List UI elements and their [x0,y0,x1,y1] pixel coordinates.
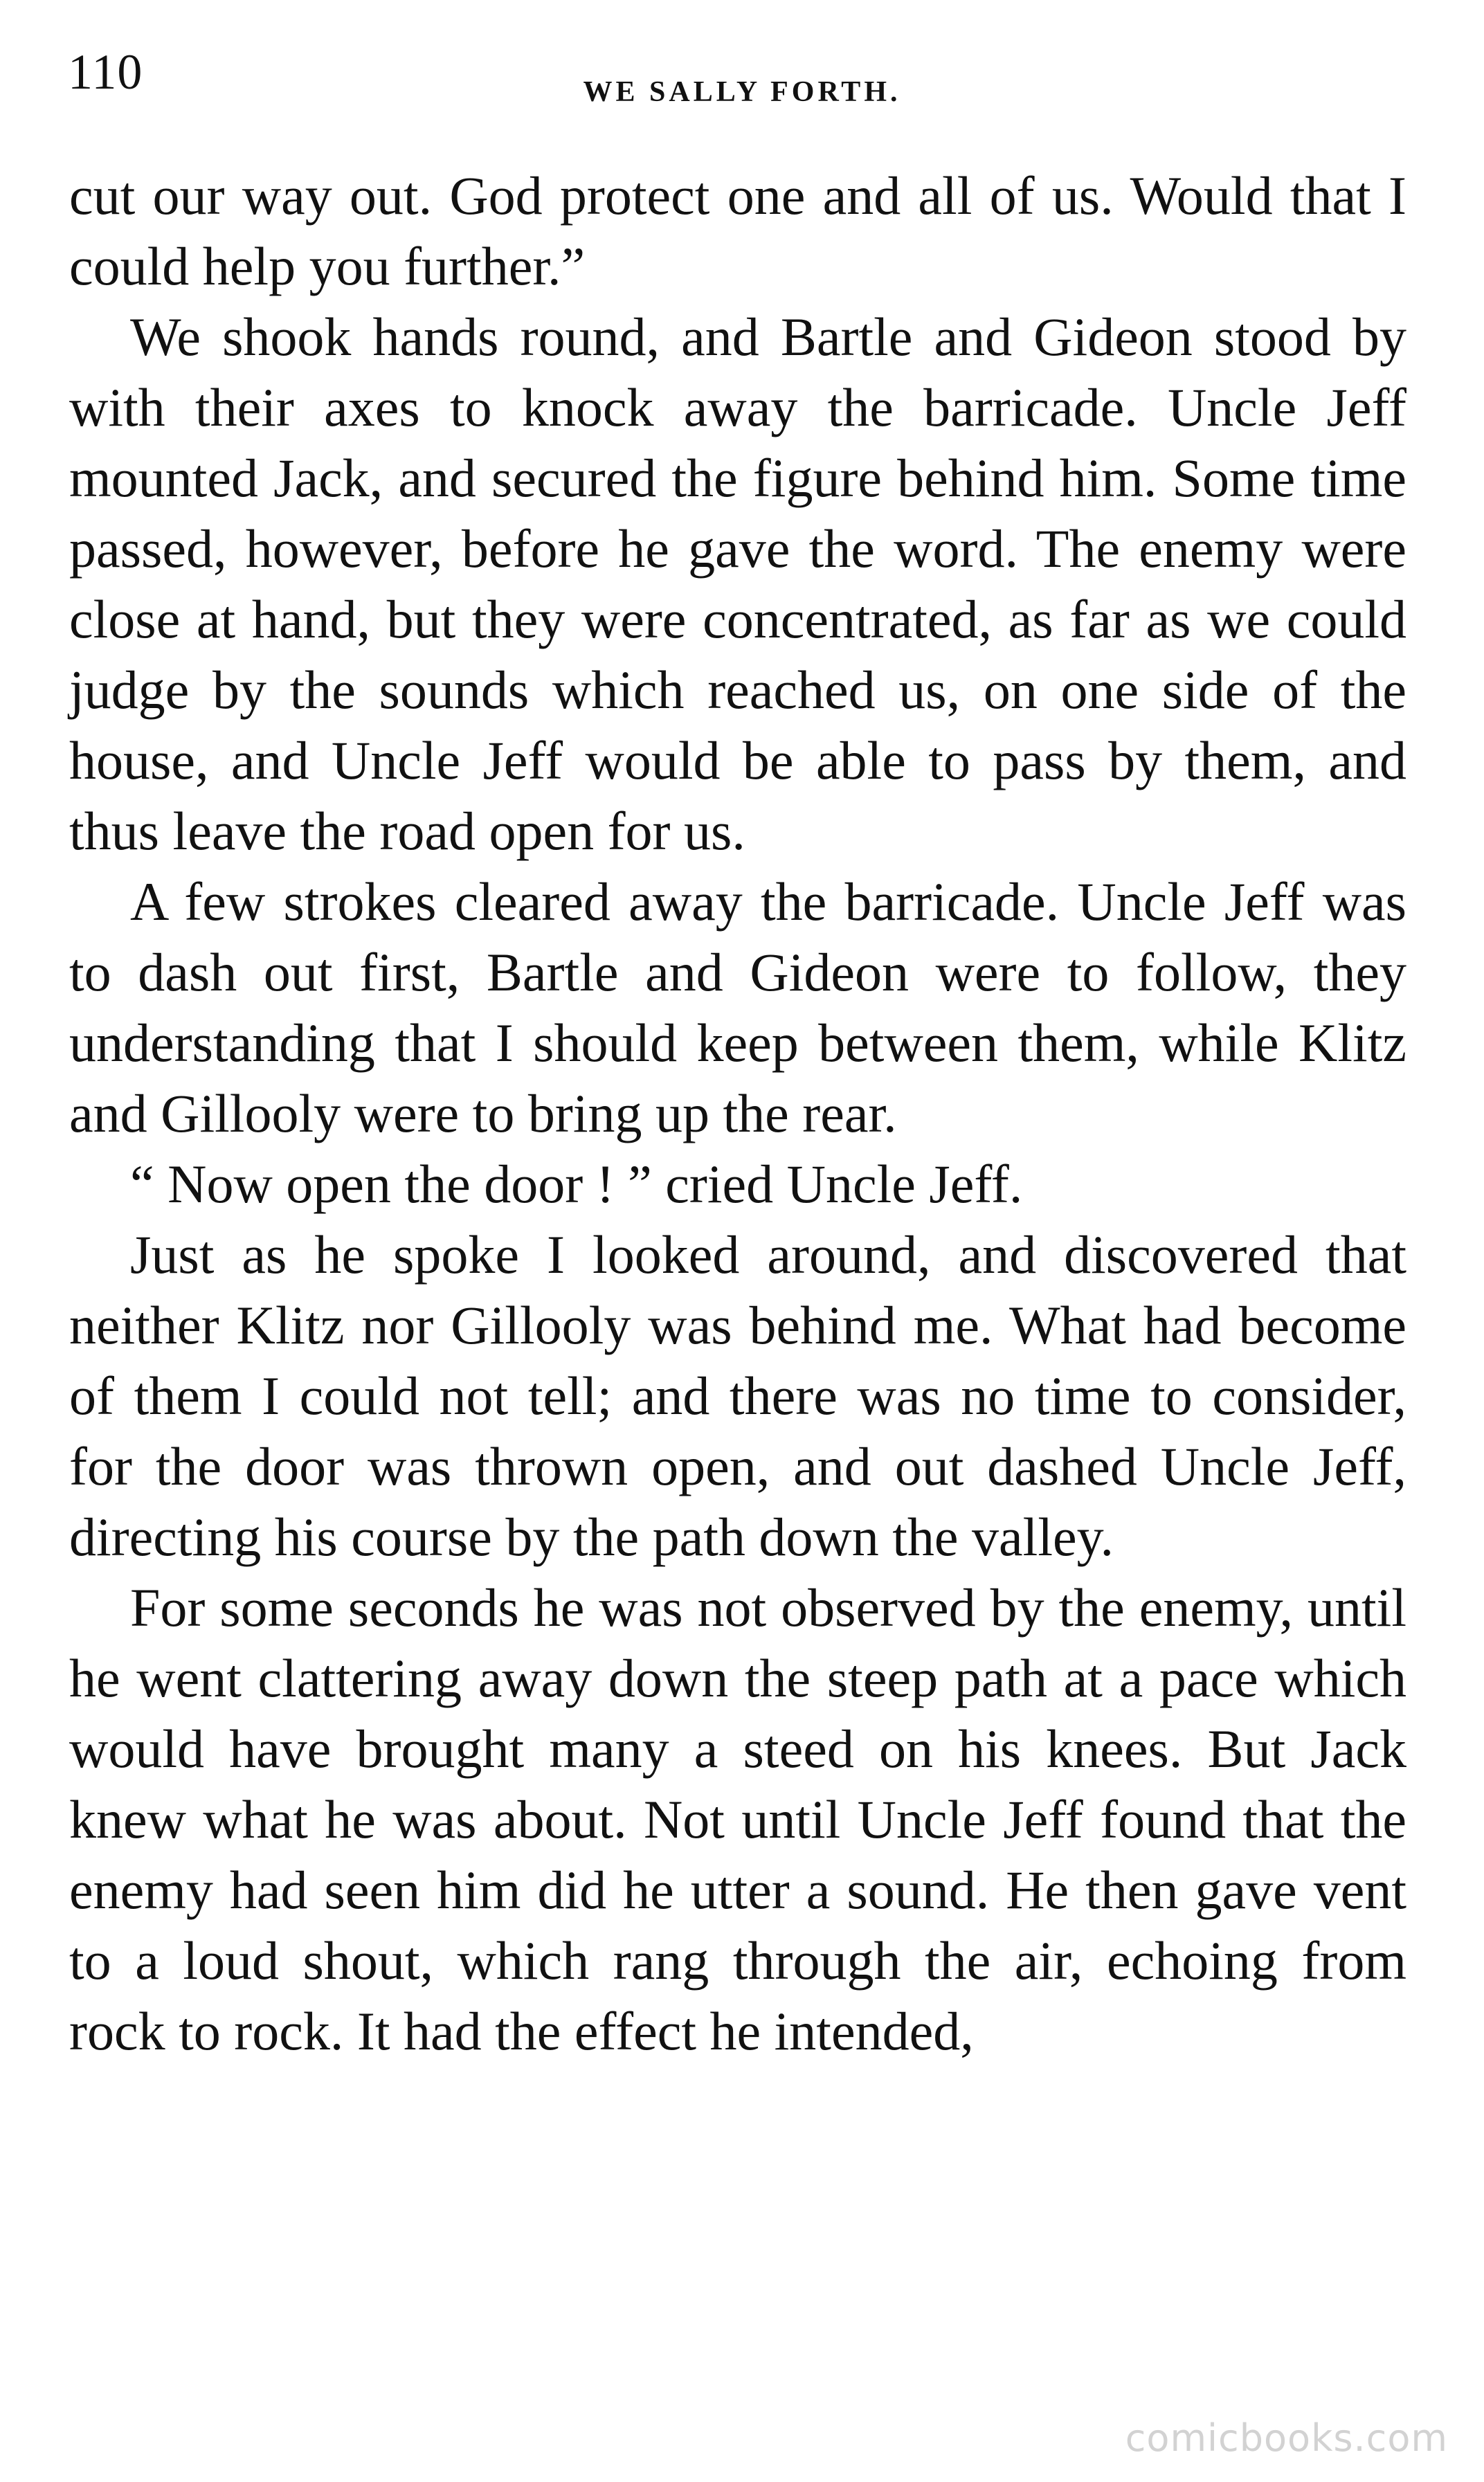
paragraph: “ Now open the door ! ” cried Uncle Jeff. [130,1154,1023,1214]
watermark: comicbooks.com [1125,2416,1448,2460]
body-text [69,161,1406,2067]
paragraph: A few strokes cleared away the barricade. Uncle Jeff was to dash out first, Bartle and Gideon were to follow, they understanding that I should keep between them, while Klitz and Gillooly were to bring up the rear. [69,871,1406,1143]
paragraph: Just as he spoke I looked around, and discovered that neither Klitz nor Gillooly was behind me. What had become of them I could not tell; and there was no time to consider, for the door was thrown open, and out dashed Uncle Jeff, directing his course by the path down the valley. [69,1224,1406,1567]
paragraph: cut our way out. God protect one and all of us. Would that I could help you further.” [69,165,1406,296]
running-title: WE SALLY FORTH. [583,76,901,108]
paragraph: We shook hands round, and Bartle and Gideon stood by with their axes to knock away the barricade. Uncle Jeff mounted Jack, and secured the figure behind him. Some time passed, however, before he gave the word. The enemy were close at hand, but they were concentrated, as far as we could judge by the sounds which reached us, on one side of the house, and Uncle Jeff would be able to pass by them, and thus leave the road open for us. [69,307,1406,861]
paragraph: For some seconds he was not observed by the enemy, until he went clattering away down the steep path at a pace which would have brought many a steed on his knees. But Jack knew what he was about. Not until Uncle Jeff found that the enemy had seen him did he utter a sound. He then gave vent to a loud shout, which rang through the air, echoing from rock to rock. It had the effect he intended, [69,1577,1406,2061]
page-number: 110 [68,44,143,100]
